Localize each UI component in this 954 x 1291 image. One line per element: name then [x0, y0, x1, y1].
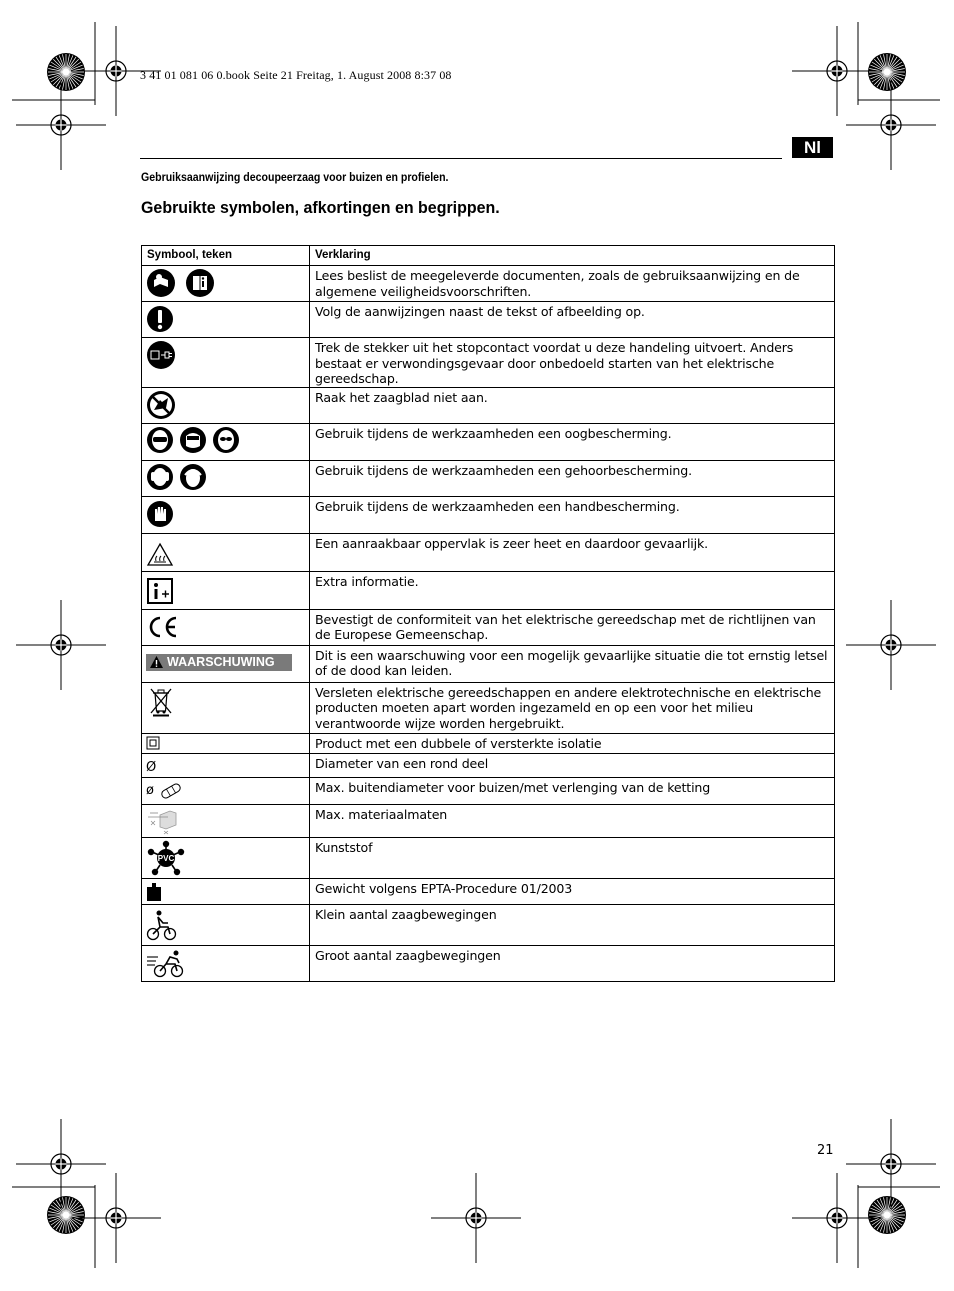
- table-row: [142, 496, 835, 533]
- explanation-cell: Raak het zaagblad niet aan.: [310, 387, 835, 423]
- ce-mark-icon: [146, 614, 180, 640]
- symbol-cell: [142, 837, 310, 878]
- symbol-cell: [142, 682, 310, 733]
- weight-icon: [146, 882, 162, 902]
- explanation-cell: Groot aantal zaagbewegingen: [310, 945, 835, 981]
- ear-muff-icon: [146, 463, 174, 491]
- chain-extension-icon: [159, 783, 183, 799]
- print-info: 3 41 01 081 06 0.book Seite 21 Freitag, 1. August 2008 8:37 08: [140, 68, 452, 82]
- exclamation-icon: [146, 304, 174, 334]
- extra-info-icon: [146, 577, 174, 607]
- table-row: [142, 387, 835, 423]
- table-row: [142, 609, 835, 645]
- explanation-cell: Extra informatie.: [310, 571, 835, 609]
- table-row: [142, 266, 835, 302]
- table-row: [142, 302, 835, 338]
- symbol-cell: [142, 804, 310, 837]
- symbol-cell: [142, 571, 310, 609]
- explanation-cell: Trek de stekker uit het stopcontact voordat u deze handeling uitvoert. Anders bestaat er verwondingsgevaar door onbedoeld starten van het elektrische gereedschap.: [310, 338, 835, 388]
- explanation-cell: Diameter van een rond deel: [310, 753, 835, 777]
- symbol-cell: [142, 878, 310, 904]
- pvc-icon: [146, 840, 186, 876]
- outer-diameter-symbol: ø: [146, 783, 154, 798]
- face-shield-icon: [179, 426, 207, 454]
- explanation-cell: Volg de aanwijzingen naast de tekst of afbeelding op.: [310, 302, 835, 338]
- table-row: [142, 777, 835, 804]
- symbols-table: [141, 245, 835, 982]
- explanation-cell: Max. materiaalmaten: [310, 804, 835, 837]
- table-row: [142, 904, 835, 945]
- read-manual-icon: [146, 268, 176, 298]
- language-badge: Nl: [792, 137, 833, 158]
- ear-protection-icon: [179, 463, 207, 491]
- explanation-cell: Kunststof: [310, 837, 835, 878]
- fast-cyclist-icon: [146, 949, 186, 979]
- table-row: [142, 837, 835, 878]
- symbol-cell: [142, 460, 310, 496]
- explanation-cell: Versleten elektrische gereedschappen en andere elektrotechnische en elektrische producten moeten apart worden ingezameld en op een voor het milieu verantwoorde wijze worden hergebruikt.: [310, 682, 835, 733]
- symbol-cell: [142, 945, 310, 981]
- table-row: [142, 338, 835, 388]
- symbol-cell: [142, 423, 310, 460]
- no-touch-blade-icon: [146, 390, 176, 420]
- table-row: [142, 645, 835, 682]
- table-row: [142, 945, 835, 981]
- explanation-cell: Product met een dubbele of versterkte isolatie: [310, 733, 835, 753]
- symbol-cell: [142, 338, 310, 388]
- warning-badge-label: WAARSCHUWING: [167, 654, 275, 669]
- info-book-icon: [185, 268, 215, 298]
- page-number: 21: [817, 1143, 834, 1158]
- explanation-cell: Gebruik tijdens de werkzaamheden een gehoorbescherming.: [310, 460, 835, 496]
- symbol-cell: [142, 904, 310, 945]
- table-header-row: [142, 246, 835, 266]
- explanation-cell: Max. buitendiameter voor buizen/met verlenging van de ketting: [310, 777, 835, 804]
- symbol-cell: [142, 733, 310, 753]
- table-row: [142, 533, 835, 571]
- table-row: [142, 423, 835, 460]
- column-header-symbol: Symbool, teken: [142, 246, 310, 266]
- slow-cyclist-icon: [146, 909, 178, 941]
- explanation-cell: Klein aantal zaagbewegingen: [310, 904, 835, 945]
- safety-glasses-icon: [212, 426, 240, 454]
- table-row: [142, 460, 835, 496]
- header-rule: [140, 158, 782, 159]
- symbol-cell: [142, 302, 310, 338]
- table-row: [142, 571, 835, 609]
- table-row: [142, 753, 835, 777]
- symbol-cell: [142, 266, 310, 302]
- crossed-bin-icon: [146, 685, 176, 717]
- goggles-icon: [146, 426, 174, 454]
- explanation-cell: Gewicht volgens EPTA-Procedure 01/2003: [310, 878, 835, 904]
- unplug-icon: [146, 340, 176, 370]
- pvc-label: PVC: [157, 853, 175, 863]
- table-row: [142, 878, 835, 904]
- symbol-cell: [142, 387, 310, 423]
- explanation-cell: Dit is een waarschuwing voor een mogelijk gevaarlijke situatie die tot ernstig letsel of de dood kan leiden.: [310, 645, 835, 682]
- warning-triangle-icon: [149, 655, 164, 669]
- symbol-cell: [142, 645, 310, 682]
- section-title: Gebruikte symbolen, afkortingen en begrippen.: [141, 198, 500, 217]
- table-row: [142, 804, 835, 837]
- explanation-cell: Een aanraakbaar oppervlak is zeer heet en daardoor gevaarlijk.: [310, 533, 835, 571]
- explanation-cell: Lees beslist de meegeleverde documenten, zoals de gebruiksaanwijzing en de algemene veiligheidsvoorschriften.: [310, 266, 835, 302]
- explanation-cell: Gebruik tijdens de werkzaamheden een handbescherming.: [310, 496, 835, 533]
- symbol-cell: [142, 777, 310, 804]
- diameter-symbol: Ø: [146, 759, 157, 775]
- explanation-cell: Bevestigt de conformiteit van het elektrische gereedschap met de richtlijnen van de Europese Gemeenschap.: [310, 609, 835, 645]
- table-row: [142, 682, 835, 733]
- symbol-cell: [142, 753, 310, 777]
- double-insulation-icon: [146, 736, 160, 750]
- symbol-cell: [142, 609, 310, 645]
- glove-icon: [146, 499, 174, 529]
- document-subtitle: Gebruiksaanwijzing decoupeerzaag voor buizen en profielen.: [141, 172, 449, 184]
- material-dimensions-icon: [146, 807, 180, 835]
- explanation-cell: Gebruik tijdens de werkzaamheden een oogbescherming.: [310, 423, 835, 460]
- table-row: [142, 733, 835, 753]
- column-header-explanation: Verklaring: [310, 246, 835, 266]
- symbol-cell: [142, 533, 310, 571]
- hot-surface-icon: [146, 541, 174, 569]
- warning-badge: [146, 654, 292, 671]
- symbol-cell: [142, 496, 310, 533]
